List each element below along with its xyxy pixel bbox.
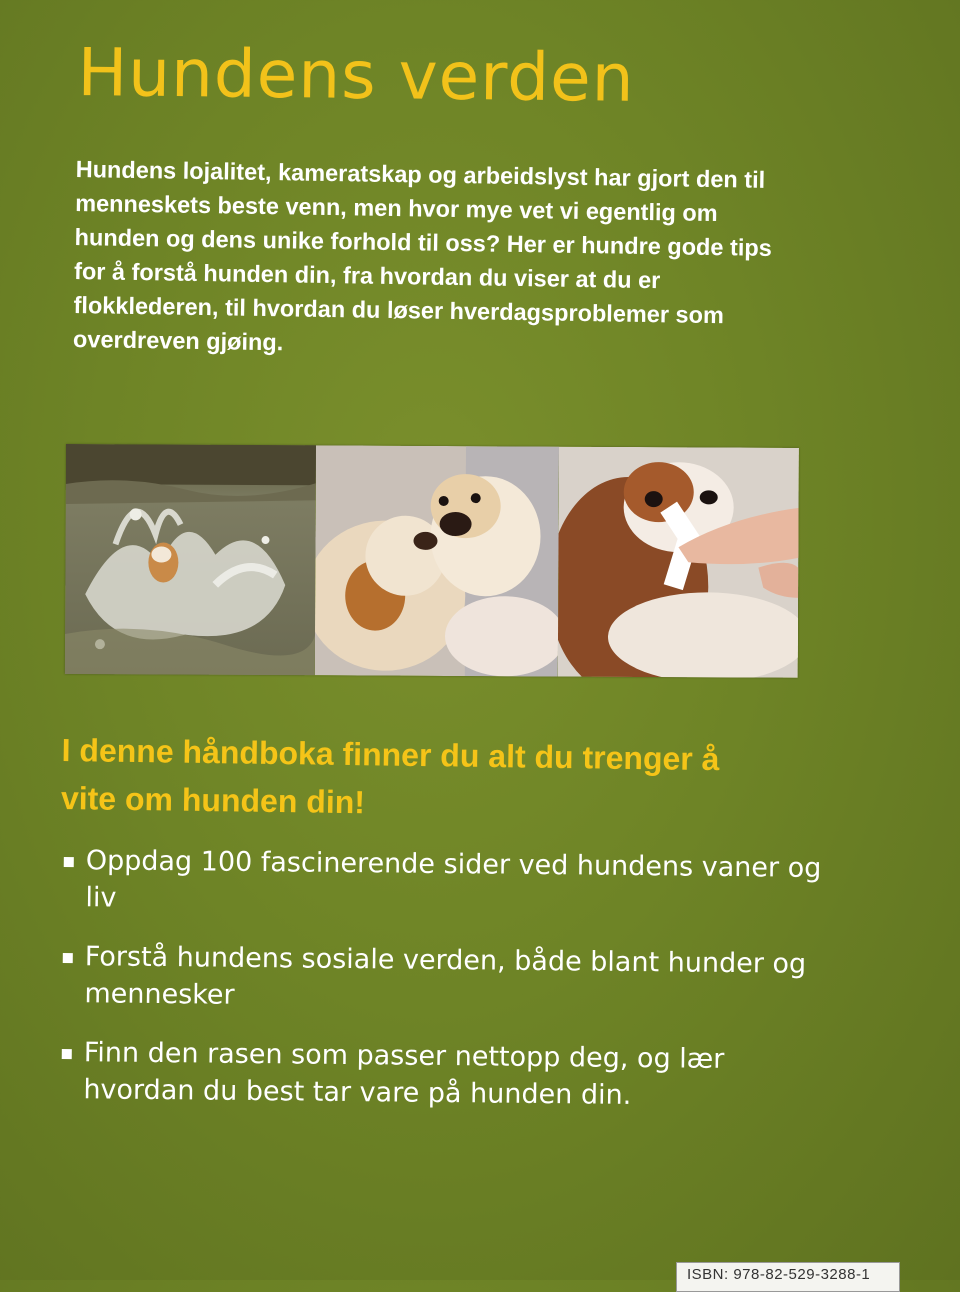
square-bullet-icon xyxy=(63,953,73,963)
photo-strip xyxy=(65,444,799,678)
photo-dog-in-water xyxy=(65,444,316,675)
square-bullet-icon xyxy=(64,857,74,867)
photo-two-puppies xyxy=(315,445,559,676)
isbn-label: ISBN: 978-82-529-3288-1 xyxy=(676,1262,900,1292)
square-bullet-icon xyxy=(62,1049,72,1059)
feature-item xyxy=(61,1034,822,1116)
book-title: Hundens verden xyxy=(77,34,635,117)
feature-text: Oppdag 100 fascinerende sider ved hundens vaner og liv xyxy=(85,845,822,914)
feature-text: Forstå hundens sosiale verden, både blant hunder og mennesker xyxy=(84,941,807,1011)
intro-paragraph: Hundens lojalitet, kameratskap og arbeidslyst har gjort den til menneskets beste venn, men hvor mye vet vi egentlig om hunden og dens unike forhold til oss? Her er hundre gode tips for å forstå hunden din, fra hvordan du viser at du er flokklederen, til hvordan du løser hverdagsproblemer som overdreven gjøing. xyxy=(72,155,772,356)
feature-item xyxy=(63,842,824,924)
photo-spaniel-petted xyxy=(558,447,799,678)
feature-list xyxy=(61,842,824,1138)
subheading: I denne håndboka finner du alt du trenger å vite om hunden din! xyxy=(60,731,720,821)
feature-text: Finn den rasen som passer nettopp deg, og lær hvordan du best tar vare på hunden din. xyxy=(83,1037,725,1111)
feature-item xyxy=(62,938,823,1020)
